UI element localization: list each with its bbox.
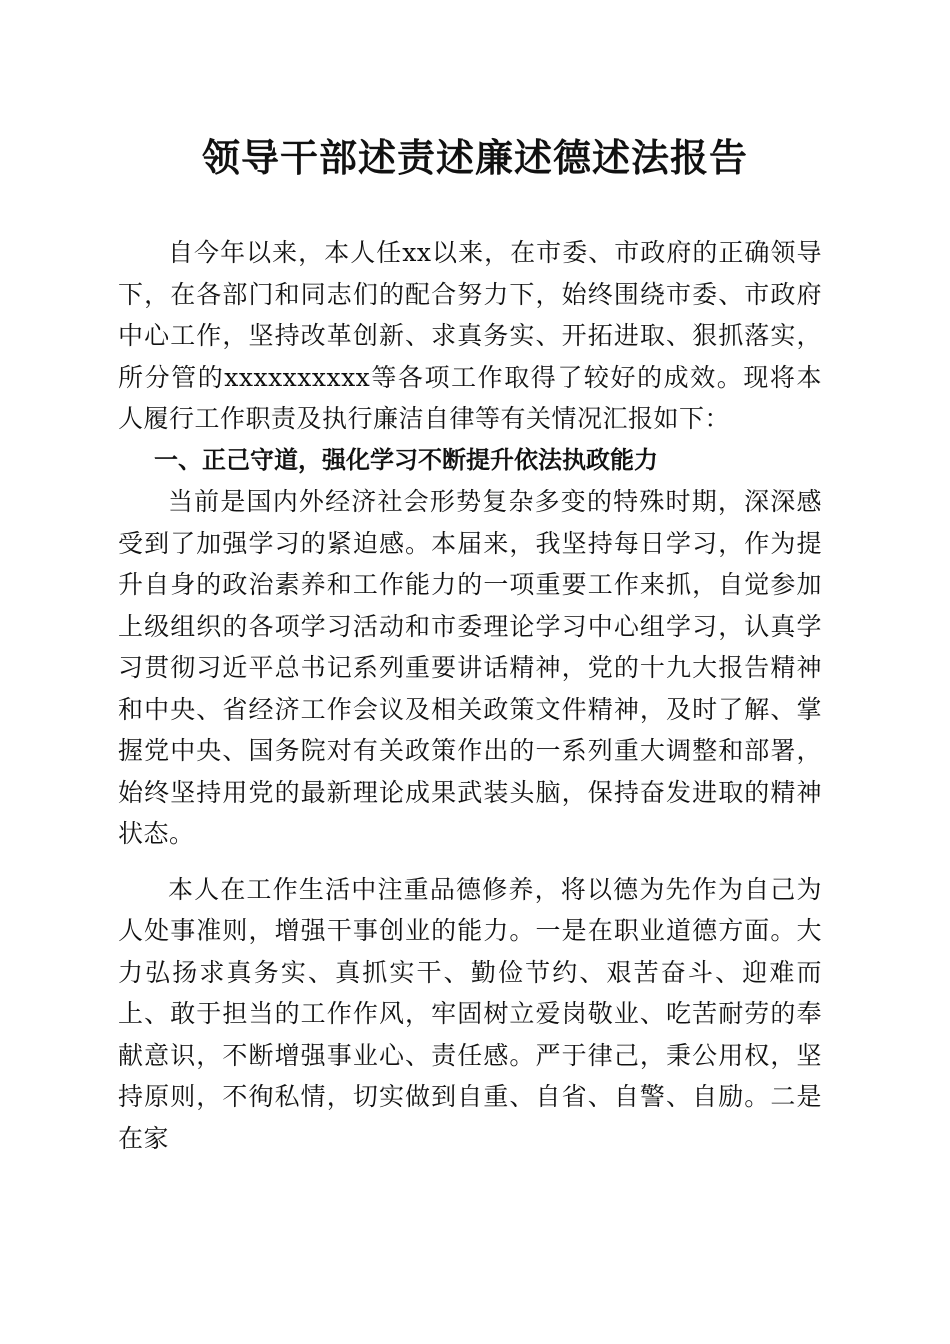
paragraph-spacer (118, 855, 822, 869)
section1-paragraph-2: 本人在工作生活中注重品德修养，将以德为先作为自己为人处事准则，增强干事创业的能力。一是在职业道德方面。大力弘扬求真务实、真抓实干、勤俭节约、艰苦奋斗、迎难而上、敢于担当的工作作风，牢固树立爱岗敬业、吃苦耐劳的奉献意识，不断增强事业心、责任感。严于律己，秉公用权，坚持原则，不徇私情，切实做到自重、自省、自警、自励。二是在家 (118, 874, 822, 1153)
document-body (118, 232, 822, 1159)
section1-paragraph-1: 当前是国内外经济社会形势复杂多变的特殊时期，深深感受到了加强学习的紧迫感。本届来，我坚持每日学习，作为提升自身的政治素养和工作能力的一项重要工作来抓，自觉参加上级组织的各项学习活动和市委理论学习中心组学习，认真学习贯彻习近平总书记系列重要讲话精神，党的十九大报告精神和中央、省经济工作会议及相关政策文件精神，及时了解、掌握党中央、国务院对有关政策作出的一系列重大调整和部署，始终坚持用党的最新理论成果武装头脑，保持奋发进取的精神状态。 (118, 487, 822, 848)
section-heading-1: 一、正己守道，强化学习不断提升依法执政能力 (154, 445, 658, 474)
document-title: 领导干部述责述廉述德述法报告 (201, 135, 748, 180)
intro-paragraph: 自今年以来，本人任xx以来，在市委、市政府的正确领导下，在各部门和同志们的配合努力下，始终围绕市委、市政府中心工作，坚持改革创新、求真务实、开拓进取、狠抓落实，所分管的xxxxxxxxxx等各项工作取得了较好的成效。现将本人履行工作职责及执行廉洁自律等有关情况汇报如下： (118, 238, 822, 433)
